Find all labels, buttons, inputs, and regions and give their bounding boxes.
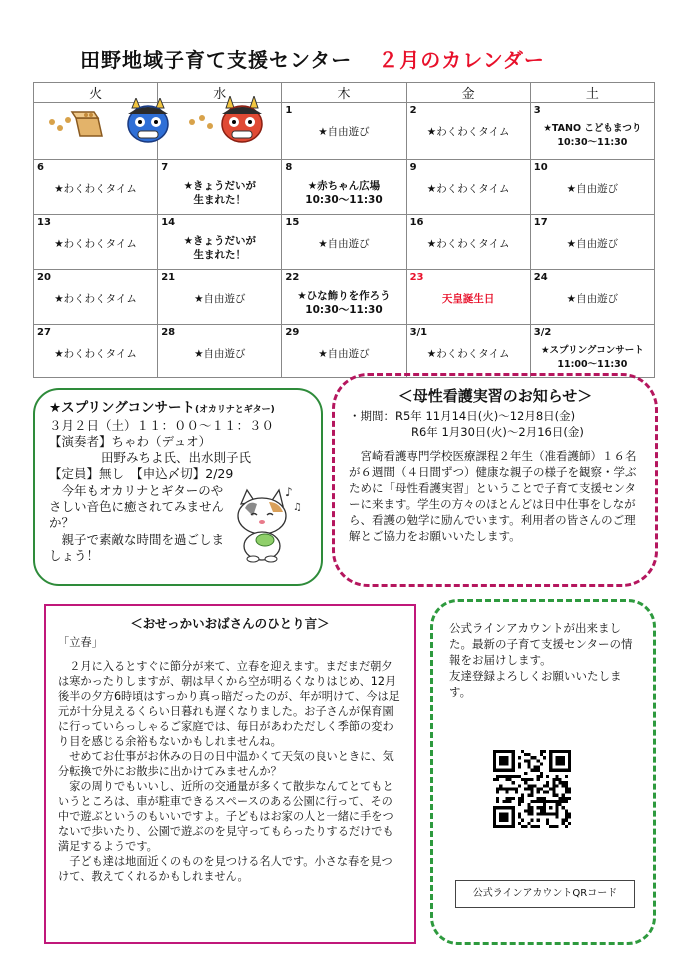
concert-message-1: 今年もオカリナとギターのやさしい音色に癒されてみませんか？ bbox=[49, 483, 225, 530]
calendar-day-cell bbox=[34, 160, 158, 215]
line-text-2: 友達登録よろしくお願いいたします。 bbox=[449, 669, 622, 699]
day-number: 20 bbox=[37, 272, 51, 283]
calendar-day-cell bbox=[406, 215, 530, 270]
calendar-day-cell bbox=[406, 270, 530, 325]
day-event bbox=[161, 292, 278, 306]
calendar-day-cell bbox=[282, 325, 406, 378]
calendar-day-cell bbox=[34, 215, 158, 270]
calendar-week-row bbox=[34, 215, 655, 270]
column-paragraph-2: せめてお仕事がお休みの日の日中温かくて天気の良いときに、気分転換で外にお散歩に出かけてみませんか？ bbox=[58, 750, 394, 778]
event-title: ★自由遊び bbox=[318, 126, 370, 138]
calendar-day-cell bbox=[282, 160, 406, 215]
calendar-week-row bbox=[34, 270, 655, 325]
day-event bbox=[410, 125, 527, 139]
column-subtitle: 「立春」 bbox=[58, 636, 103, 649]
day-event bbox=[534, 237, 651, 251]
weekday-header: 火 bbox=[34, 83, 158, 103]
notice-period-2: R6年 1月30日(火)～2月16日(金) bbox=[411, 425, 584, 439]
calendar-day-cell bbox=[158, 215, 282, 270]
calendar-week-row bbox=[34, 160, 655, 215]
day-number: 28 bbox=[161, 327, 176, 338]
day-event bbox=[410, 237, 527, 251]
event-title: ★自由遊び bbox=[318, 238, 370, 250]
calendar-day-cell bbox=[34, 325, 158, 378]
notice-period-1: ・期間：R5年 11月14日(火)～12月8日(金) bbox=[349, 409, 576, 423]
day-event bbox=[285, 347, 402, 361]
day-event bbox=[410, 292, 527, 306]
day-number: 2 bbox=[409, 105, 417, 116]
calendar-day-cell bbox=[406, 103, 530, 160]
calendar-day-cell bbox=[530, 160, 654, 215]
bean-box-icon bbox=[46, 106, 106, 142]
event-title: ★わくわくタイム bbox=[54, 183, 137, 195]
column-paragraph-1: ２月に入るとすぐに節分が来て、立春を迎えます。まだまだ朝夕は寒かったりしますが、朝は早くから空が明るくなりはじめ、12月後半の夕方6時頃はすっかり真っ暗だったのが、年が明けて、今は足元が十分見えるくらい日暮れも遅くなりました。お子さんが保育園に行っていらっしゃるご家庭では、毎日があわただしく季節の変わり目を感じる余裕もないかもしれませんね。 bbox=[58, 660, 400, 748]
calendar-day-cell bbox=[282, 103, 406, 160]
weekday-header: 木 bbox=[282, 83, 406, 103]
day-number: 1 bbox=[285, 105, 293, 116]
day-event bbox=[285, 179, 402, 207]
day-event bbox=[37, 347, 154, 361]
calendar-day-cell bbox=[530, 215, 654, 270]
concert-performer: 【演奏者】ちゃわ（デュオ） bbox=[49, 434, 212, 449]
calendar-day-cell bbox=[530, 103, 654, 160]
weekday-header: 水 bbox=[158, 83, 282, 103]
day-number: 17 bbox=[533, 217, 548, 228]
concert-title-note: (オカリナとギター) bbox=[195, 405, 275, 415]
day-event bbox=[161, 179, 278, 207]
calendar-day-cell bbox=[530, 270, 654, 325]
event-time: 生まれた！ bbox=[193, 194, 247, 206]
event-time: 10:30～11:30 bbox=[305, 304, 383, 316]
cat-singing-icon bbox=[231, 482, 307, 564]
event-title: ★自由遊び bbox=[566, 293, 619, 305]
event-title: ★きょうだいが bbox=[183, 235, 256, 247]
calendar-day-cell bbox=[530, 325, 654, 378]
event-time: 10:30～11:30 bbox=[557, 137, 628, 148]
day-event bbox=[285, 237, 402, 251]
day-number: 14 bbox=[161, 217, 176, 228]
event-title: 天皇誕生日 bbox=[441, 293, 495, 305]
day-number: 13 bbox=[37, 217, 51, 228]
day-number: 7 bbox=[161, 162, 169, 173]
concert-title: ★スプリングコンサート(オカリナとギター) bbox=[49, 400, 275, 416]
calendar-day-cell bbox=[282, 215, 406, 270]
event-title: ★わくわくタイム bbox=[426, 183, 510, 195]
day-event bbox=[161, 347, 278, 361]
qr-code-label: 公式ラインアカウントQRコード bbox=[455, 880, 635, 908]
event-title: ★わくわくタイム bbox=[54, 293, 137, 305]
day-number: 21 bbox=[161, 272, 176, 283]
line-account-box bbox=[430, 599, 656, 945]
calendar-day-cell bbox=[158, 325, 282, 378]
day-number: 9 bbox=[409, 162, 417, 173]
event-title: ★スプリングコンサート bbox=[540, 345, 644, 356]
column-paragraph-3: 家の周りでもいいし、近所の交通量が多くて散歩なんてとてもというところは、車が駐車できるスペースのある公園に行って、その中で遊ぶというのもいいですよ。子どもはお家の人と一緒に手をつないで歩いたり、公園で遊ぶのを見守ってもらったりするだけでも満足するようです。 bbox=[58, 780, 394, 853]
day-event bbox=[534, 292, 651, 306]
day-number: 22 bbox=[285, 272, 300, 283]
notice-title: ＜母性看護実習のお知らせ＞ bbox=[397, 387, 593, 405]
oni-blue-icon bbox=[120, 98, 176, 146]
day-number: 23 bbox=[409, 272, 424, 283]
day-number: 16 bbox=[409, 217, 424, 228]
oni-red-icon bbox=[214, 96, 270, 146]
event-title: ★わくわくタイム bbox=[54, 238, 137, 250]
beans-icon bbox=[186, 112, 216, 132]
day-event bbox=[285, 289, 402, 317]
event-title: ★自由遊び bbox=[566, 183, 619, 195]
event-title: ★ひな飾りを作ろう bbox=[297, 290, 391, 302]
event-title: ★わくわくタイム bbox=[426, 238, 510, 250]
day-number: 3/1 bbox=[409, 327, 428, 338]
event-time: 10:30～11:30 bbox=[305, 194, 383, 206]
calendar-day-cell bbox=[158, 160, 282, 215]
day-event bbox=[37, 182, 154, 196]
day-event bbox=[410, 182, 527, 196]
day-number: 10 bbox=[533, 162, 548, 173]
weekday-header: 土 bbox=[530, 83, 654, 103]
day-event bbox=[534, 122, 651, 150]
day-event bbox=[534, 182, 651, 196]
calendar-day-cell bbox=[34, 270, 158, 325]
event-title: ★わくわくタイム bbox=[426, 126, 510, 138]
concert-capacity: 【定員】無し 【申込〆切】2/29 bbox=[49, 466, 234, 481]
month-title: ２月のカレンダー bbox=[378, 48, 545, 72]
notice-body: 宮崎看護専門学校医療課程２年生（准看護師）１６名が６週間（４日間ずつ）健康な親子の様子を観察・学ぶために「母性看護実習」ということで子育て支援センターに来ます。学生の方々のほとんどは日中仕事をしながら、看護の勉学に励んでいます。利用者の皆さんのご理解とご協力をお願いいたします。 bbox=[349, 449, 637, 543]
day-event bbox=[410, 347, 527, 361]
day-event bbox=[37, 292, 154, 306]
day-number: 3 bbox=[533, 105, 541, 116]
day-number: 15 bbox=[285, 217, 300, 228]
calendar-day-cell bbox=[406, 160, 530, 215]
weekday-header: 金 bbox=[406, 83, 530, 103]
day-event bbox=[161, 234, 278, 262]
day-number: 29 bbox=[285, 327, 300, 338]
day-number: 6 bbox=[37, 162, 44, 173]
event-time: 生まれた！ bbox=[193, 249, 247, 261]
event-title: ★きょうだいが bbox=[183, 180, 256, 192]
event-title: ★自由遊び bbox=[194, 293, 246, 305]
calendar-day-cell bbox=[158, 270, 282, 325]
event-title: ★自由遊び bbox=[194, 348, 246, 360]
qr-code-icon[interactable] bbox=[493, 750, 571, 828]
day-number: 8 bbox=[285, 162, 293, 173]
nursing-practicum-notice bbox=[332, 373, 658, 587]
calendar-week-row bbox=[34, 325, 655, 378]
event-title: ★自由遊び bbox=[566, 238, 619, 250]
calendar-day-cell bbox=[406, 325, 530, 378]
svg-text:♫: ♫ bbox=[293, 502, 302, 513]
column-title: ＜おせっかいおばさんのひとり言＞ bbox=[130, 616, 330, 631]
svg-text:♪: ♪ bbox=[285, 485, 293, 499]
day-event bbox=[37, 237, 154, 251]
column-paragraph-4: 子ども達は地面近くのものを見つける名人です。小さな春を見つけて、教えてくれるかもしれません。 bbox=[58, 855, 393, 883]
concert-date: ３月２日（土）１１：００～１１：３０ bbox=[49, 418, 275, 433]
day-event bbox=[534, 344, 651, 372]
calendar-day-cell bbox=[282, 270, 406, 325]
event-title: ★自由遊び bbox=[318, 348, 370, 360]
concert-message-2: 親子で素敵な時間を過ごしましょう！ bbox=[49, 532, 225, 563]
event-title: ★赤ちゃん広場 bbox=[307, 180, 381, 192]
event-title: ★TANO こどもまつり bbox=[543, 123, 642, 134]
day-number: 27 bbox=[37, 327, 51, 338]
page-title bbox=[80, 44, 660, 74]
event-title: ★わくわくタイム bbox=[426, 348, 510, 360]
day-event bbox=[285, 125, 402, 139]
event-time: 11:00～11:30 bbox=[557, 359, 628, 370]
concert-members: 田野みちよ氏、出水則子氏 bbox=[101, 450, 252, 465]
day-number: 3/2 bbox=[533, 327, 552, 338]
center-name: 田野地域子育て支援センター bbox=[80, 48, 353, 72]
osekkai-column bbox=[44, 604, 416, 944]
day-number: 24 bbox=[533, 272, 548, 283]
spring-concert-box bbox=[33, 388, 323, 586]
line-text-1: 公式ラインアカウントが出来ました。最新の子育て支援センターの情報をお届けします。 bbox=[449, 621, 633, 667]
event-title: ★わくわくタイム bbox=[54, 348, 137, 360]
